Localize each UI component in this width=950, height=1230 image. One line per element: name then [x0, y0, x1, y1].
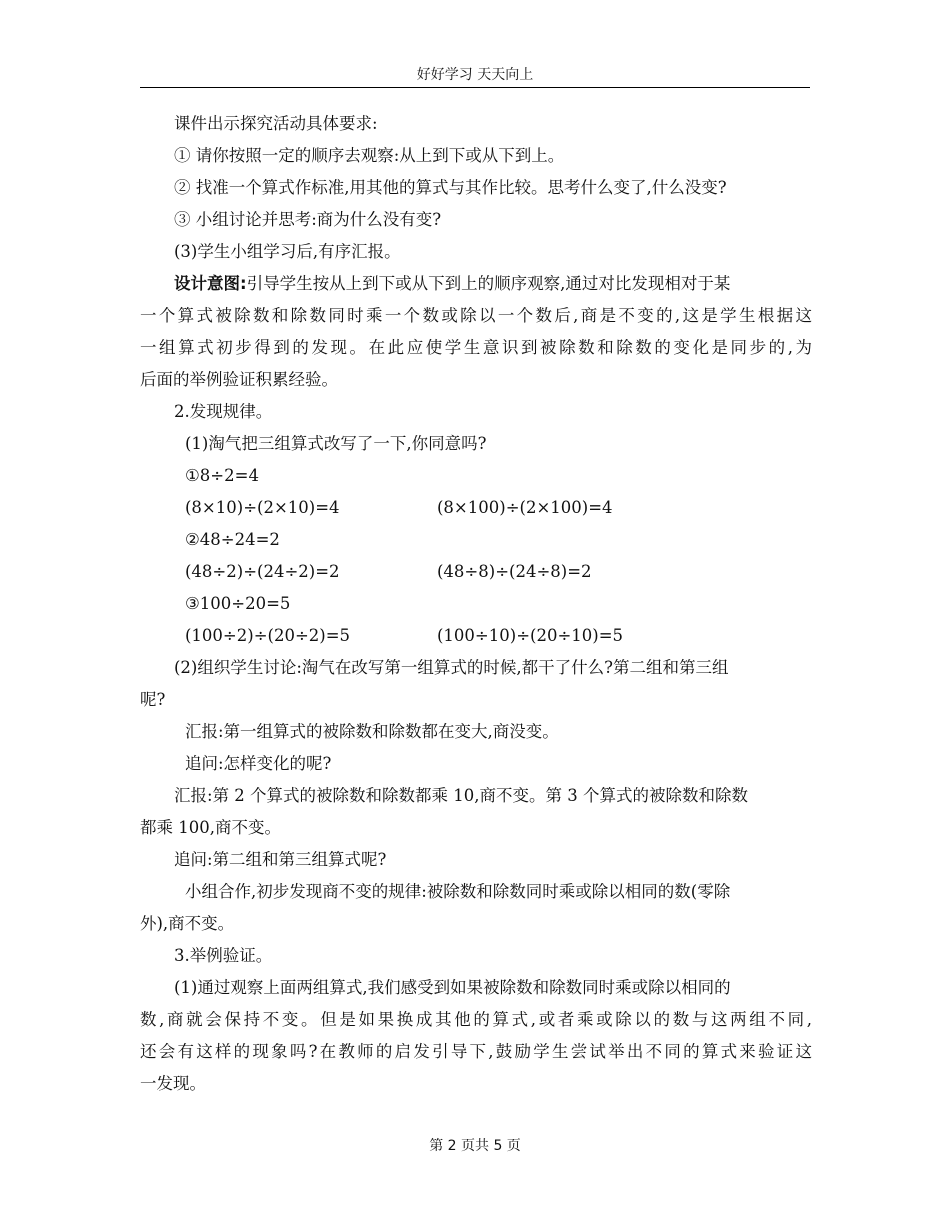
text-line: (2)组织学生讨论:淘气在改写第一组算式的时候,都干了什么?第二组和第三组: [174, 658, 729, 677]
text-line: 后面的举例验证积累经验。: [140, 370, 338, 389]
text-line: 追问:第二组和第三组算式呢?: [174, 850, 387, 869]
design-intent-label: 设计意图:: [174, 274, 247, 293]
section-heading: 3.举例验证。: [174, 946, 273, 965]
text-line: ③ 小组讨论并思考:商为什么没有变?: [174, 210, 442, 229]
header-divider: [140, 87, 810, 88]
text-line: 呢?: [140, 690, 166, 709]
text-line: 小组合作,初步发现商不变的规律:被除数和除数同时乘或除以相同的数(零除: [185, 882, 731, 901]
text-line: 还会有这样的现象吗?在教师的启发引导下,鼓励学生尝试举出不同的算式来验证这: [140, 1042, 812, 1061]
page-header: 好好学习 天天向上: [416, 67, 534, 83]
text-line: 一发现。: [140, 1074, 206, 1093]
text-line: 外),商不变。: [140, 914, 235, 933]
text-line: 追问:怎样变化的呢?: [185, 754, 332, 773]
text-line: 汇报:第一组算式的被除数和除数都在变大,商没变。: [185, 722, 559, 741]
equation: (8×10)÷(2×10)=4: [185, 498, 340, 517]
equation: (100÷10)÷(20÷10)=5: [437, 626, 624, 645]
design-intent-line: [174, 273, 812, 295]
text-line: ① 请你按照一定的顺序去观察:从上到下或从下到上。: [174, 146, 565, 165]
equation-label: ②48÷24=2: [185, 530, 280, 549]
text-line: (3)学生小组学习后,有序汇报。: [174, 242, 401, 261]
equation: (100÷2)÷(20÷2)=5: [185, 626, 351, 645]
text-line: (1)淘气把三组算式改写了一下,你同意吗?: [185, 434, 487, 453]
text-line: 都乘 100,商不变。: [140, 818, 281, 837]
text-line: 一个算式被除数和除数同时乘一个数或除以一个数后,商是不变的,这是学生根据这: [140, 306, 812, 325]
text-line: 数,商就会保持不变。但是如果换成其他的算式,或者乘或除以的数与这两组不同,: [140, 1010, 812, 1029]
text-line: 汇报:第 2 个算式的被除数和除数都乘 10,商不变。第 3 个算式的被除数和除数: [174, 786, 749, 805]
equation-label: ③100÷20=5: [185, 594, 291, 613]
page-footer: 第 2 页共 5 页: [429, 1138, 521, 1154]
text-span: 引导学生按从上到下或从下到上的顺序观察,通过对比发现相对于某: [246, 274, 731, 293]
equation-label: ①8÷2=4: [185, 466, 259, 485]
text-line: ② 找准一个算式作标准,用其他的算式与其作比较。思考什么变了,什么没变?: [174, 178, 727, 197]
text-line: (1)通过观察上面两组算式,我们感受到如果被除数和除数同时乘或除以相同的: [174, 978, 731, 997]
text-line: 课件出示探究活动具体要求:: [174, 114, 378, 133]
equation: (8×100)÷(2×100)=4: [437, 498, 613, 517]
section-heading: 2.发现规律。: [174, 402, 273, 421]
text-line: 一组算式初步得到的发现。在此应使学生意识到被除数和除数的变化是同步的,为: [140, 338, 812, 357]
equation: (48÷8)÷(24÷8)=2: [437, 562, 592, 581]
equation: (48÷2)÷(24÷2)=2: [185, 562, 340, 581]
